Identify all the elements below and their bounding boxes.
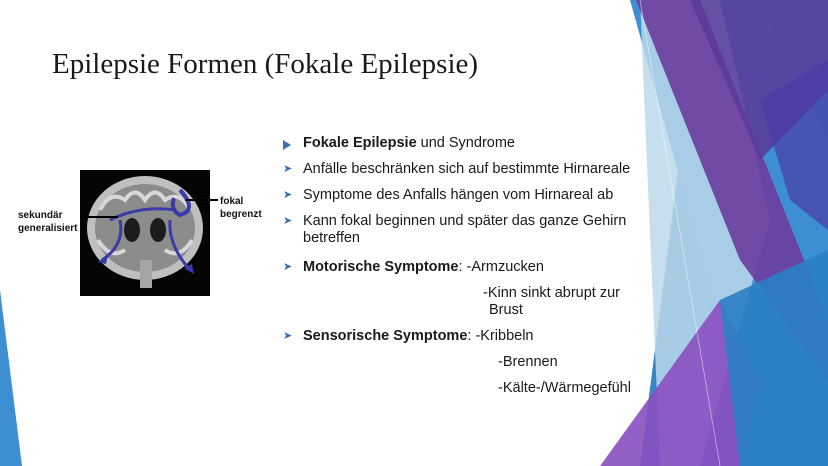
chevron-bullet-icon: ➤ [283, 189, 293, 201]
chevron-bullet-icon: ➤ [283, 261, 293, 273]
brain-mri-image [80, 170, 210, 296]
slide-title: Epilepsie Formen (Fokale Epilepsie) [52, 48, 479, 80]
label-secondary-generalized: sekundär generalisiert [18, 210, 78, 234]
chevron-bullet-icon: ➤ [283, 215, 293, 227]
motor-symptom-chin-cont: Brust [489, 302, 523, 318]
motor-symptom-chin: -Kinn sinkt abrupt zur [483, 285, 621, 301]
chevron-bullet-icon: ➤ [283, 163, 293, 175]
chevron-bullet-icon: ➤ [283, 330, 293, 342]
triangle-bullet-icon [283, 138, 295, 155]
sensory-symptom-temperature: -Kälte-/Wärmegefühl [498, 380, 631, 396]
label-focal-limited: fokal begrenzt [220, 196, 262, 220]
sensory-symptom-burning: -Brennen [498, 354, 558, 370]
slide: Epilepsie Formen (Fokale Epilepsie) sekundär generalisiert fokal begrenzt Fokale Epilepsie und Syndrome ➤ Anfälle beschränken sich auf bestimmte Hirnareale ➤ Symptome des Anfalls hängen vom Hirnareal ab ➤ Kann fokal beginnen und später das ganze Gehirn betreffen ➤ Motorische Symptome: -Armzucken -Kinn sinkt abrupt zur Brust ➤ Sensorische Symptome: -Kribbeln -Brennen -Kälte-/Wärmegefühl [0, 0, 828, 466]
